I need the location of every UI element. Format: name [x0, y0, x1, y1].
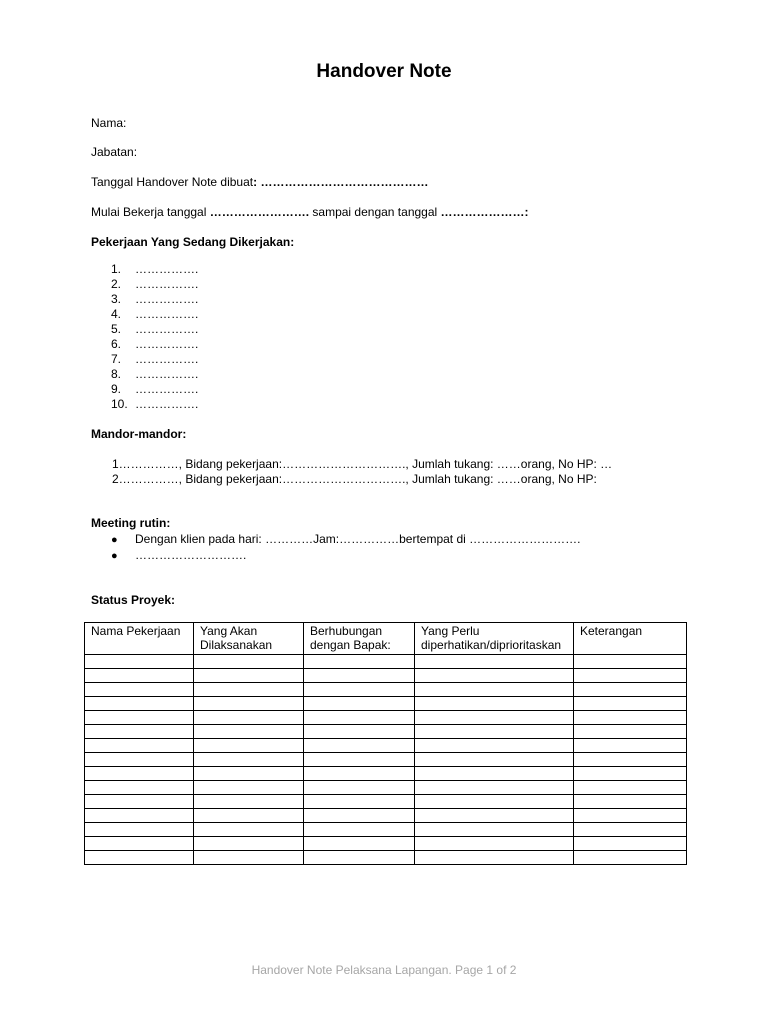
- mandor-line-2: 2……………, Bidang pekerjaan:…………………………., Jumlah tukang: ……orang, No HP:: [112, 472, 597, 486]
- table-cell: [85, 725, 194, 739]
- meeting-item-text: ……………………….: [135, 548, 247, 562]
- bullet-icon: ●: [111, 534, 118, 546]
- list-item-number: 8.: [111, 367, 122, 381]
- table-cell: [415, 795, 574, 809]
- table-cell: [85, 837, 194, 851]
- table-cell: [415, 697, 574, 711]
- table-row: [85, 669, 687, 683]
- table-cell: [304, 725, 415, 739]
- list-item-number: 10.: [111, 397, 128, 411]
- page-footer: Handover Note Pelaksana Lapangan. Page 1 of 2: [251, 963, 517, 977]
- list-item-text: …………….: [135, 322, 199, 336]
- mulai-prefix: Mulai Bekerja tanggal: [91, 205, 210, 219]
- list-item-number: 6.: [111, 337, 122, 351]
- list-item: [111, 337, 198, 352]
- table-row: [85, 655, 687, 669]
- mulai-dots-end: …………………:: [440, 205, 529, 219]
- table-cell: [194, 711, 304, 725]
- list-item-text: …………….: [135, 307, 199, 321]
- list-item: [111, 382, 198, 397]
- table-cell: [194, 753, 304, 767]
- table-cell: [415, 725, 574, 739]
- table-cell: [85, 697, 194, 711]
- list-item-text: …………….: [135, 292, 199, 306]
- document-title: Handover Note: [316, 61, 452, 82]
- meeting-list: [111, 531, 580, 563]
- list-item-text: …………….: [135, 337, 199, 351]
- table-cell: [194, 739, 304, 753]
- table-row: [85, 697, 687, 711]
- table-cell: [194, 851, 304, 865]
- list-item: [111, 352, 198, 367]
- table-cell: [574, 753, 687, 767]
- table-cell: [304, 809, 415, 823]
- table-cell: [415, 739, 574, 753]
- mulai-dots-start: …………………….: [209, 205, 310, 219]
- table-cell: [194, 669, 304, 683]
- bullet-icon: ●: [111, 550, 118, 562]
- nama-label: Nama:: [91, 116, 127, 130]
- table-cell: [574, 725, 687, 739]
- column-header: Keterangan: [574, 623, 687, 655]
- table-cell: [304, 851, 415, 865]
- table-row: [85, 725, 687, 739]
- table-row: [85, 711, 687, 725]
- list-item-number: 7.: [111, 352, 122, 366]
- table-cell: [574, 781, 687, 795]
- table-row: [85, 851, 687, 865]
- tanggal-label: Tanggal Handover Note dibuat: [91, 175, 254, 189]
- table-cell: [304, 711, 415, 725]
- table-cell: [304, 753, 415, 767]
- table-cell: [574, 823, 687, 837]
- table-cell: [415, 767, 574, 781]
- table-row: [85, 809, 687, 823]
- list-item: [111, 367, 198, 382]
- list-item-text: …………….: [135, 397, 199, 411]
- table-cell: [194, 725, 304, 739]
- table-cell: [194, 837, 304, 851]
- meeting-item-text: Dengan klien pada hari: …………Jam:……………bertempat di ……………………….: [135, 532, 581, 546]
- column-header: Nama Pekerjaan: [85, 623, 194, 655]
- list-item: [111, 322, 198, 337]
- list-item-number: 4.: [111, 307, 122, 321]
- list-item-number: 3.: [111, 292, 122, 306]
- table-cell: [415, 711, 574, 725]
- table-cell: [304, 781, 415, 795]
- list-item-number: 5.: [111, 322, 122, 336]
- list-item: [111, 262, 198, 277]
- mandor-heading: Mandor-mandor:: [91, 427, 187, 441]
- list-item: [111, 292, 198, 307]
- column-header: Berhubungan dengan Bapak:: [304, 623, 415, 655]
- table-cell: [304, 837, 415, 851]
- list-item-text: …………….: [135, 352, 199, 366]
- table-cell: [415, 809, 574, 823]
- table-cell: [574, 739, 687, 753]
- table-cell: [85, 753, 194, 767]
- table-row: [85, 837, 687, 851]
- table-header-row: [85, 623, 687, 655]
- table-cell: [574, 851, 687, 865]
- meeting-heading: Meeting rutin:: [91, 516, 171, 530]
- table-cell: [85, 669, 194, 683]
- list-item: [111, 547, 580, 563]
- list-item-number: 2.: [111, 277, 122, 291]
- table-cell: [304, 823, 415, 837]
- table-cell: [304, 795, 415, 809]
- table-cell: [304, 669, 415, 683]
- status-table-body: [85, 655, 687, 865]
- status-table: [84, 622, 687, 865]
- list-item: [111, 397, 198, 412]
- table-cell: [574, 837, 687, 851]
- table-cell: [85, 711, 194, 725]
- table-cell: [194, 781, 304, 795]
- table-row: [85, 781, 687, 795]
- list-item: [111, 307, 198, 322]
- table-cell: [415, 823, 574, 837]
- table-cell: [574, 669, 687, 683]
- table-cell: [85, 781, 194, 795]
- list-item-text: …………….: [135, 277, 199, 291]
- table-cell: [574, 767, 687, 781]
- table-cell: [194, 823, 304, 837]
- table-cell: [85, 683, 194, 697]
- table-cell: [304, 739, 415, 753]
- table-cell: [194, 697, 304, 711]
- table-cell: [304, 683, 415, 697]
- table-row: [85, 823, 687, 837]
- table-cell: [85, 655, 194, 669]
- list-item-number: 9.: [111, 382, 122, 396]
- column-header: Yang Perlu diperhatikan/diprioritaskan: [415, 623, 574, 655]
- table-cell: [574, 697, 687, 711]
- table-cell: [574, 683, 687, 697]
- table-cell: [194, 655, 304, 669]
- pekerjaan-list: [111, 262, 198, 412]
- table-cell: [85, 809, 194, 823]
- table-cell: [85, 795, 194, 809]
- table-cell: [415, 753, 574, 767]
- table-cell: [194, 683, 304, 697]
- table-cell: [415, 837, 574, 851]
- table-cell: [574, 711, 687, 725]
- table-row: [85, 683, 687, 697]
- table-cell: [304, 655, 415, 669]
- list-item-number: 1.: [111, 262, 122, 276]
- list-item-text: …………….: [135, 262, 199, 276]
- tanggal-dots: : ……………………………………: [253, 175, 429, 189]
- list-item: [111, 531, 580, 547]
- tanggal-line: [91, 175, 428, 189]
- column-header: Yang Akan Dilaksanakan: [194, 623, 304, 655]
- table-cell: [304, 697, 415, 711]
- pekerjaan-heading: Pekerjaan Yang Sedang Dikerjakan:: [91, 235, 295, 249]
- table-cell: [194, 795, 304, 809]
- table-cell: [304, 767, 415, 781]
- table-cell: [85, 739, 194, 753]
- table-cell: [85, 851, 194, 865]
- table-row: [85, 753, 687, 767]
- table-cell: [574, 655, 687, 669]
- jabatan-label: Jabatan:: [91, 145, 138, 159]
- table-cell: [415, 851, 574, 865]
- table-row: [85, 795, 687, 809]
- table-cell: [194, 809, 304, 823]
- table-row: [85, 739, 687, 753]
- status-heading: Status Proyek:: [91, 593, 176, 607]
- table-cell: [415, 781, 574, 795]
- table-row: [85, 767, 687, 781]
- list-item: [111, 277, 198, 292]
- table-cell: [415, 655, 574, 669]
- mandor-line-1: 1……………, Bidang pekerjaan:…………………………., Jumlah tukang: ……orang, No HP: …: [112, 457, 613, 471]
- table-cell: [415, 683, 574, 697]
- table-cell: [85, 767, 194, 781]
- table-cell: [574, 795, 687, 809]
- list-item-text: …………….: [135, 382, 199, 396]
- mulai-line: [91, 205, 529, 219]
- list-item-text: …………….: [135, 367, 199, 381]
- table-cell: [194, 767, 304, 781]
- table-cell: [415, 669, 574, 683]
- mulai-middle: sampai dengan tanggal: [309, 205, 441, 219]
- table-cell: [85, 823, 194, 837]
- table-cell: [574, 809, 687, 823]
